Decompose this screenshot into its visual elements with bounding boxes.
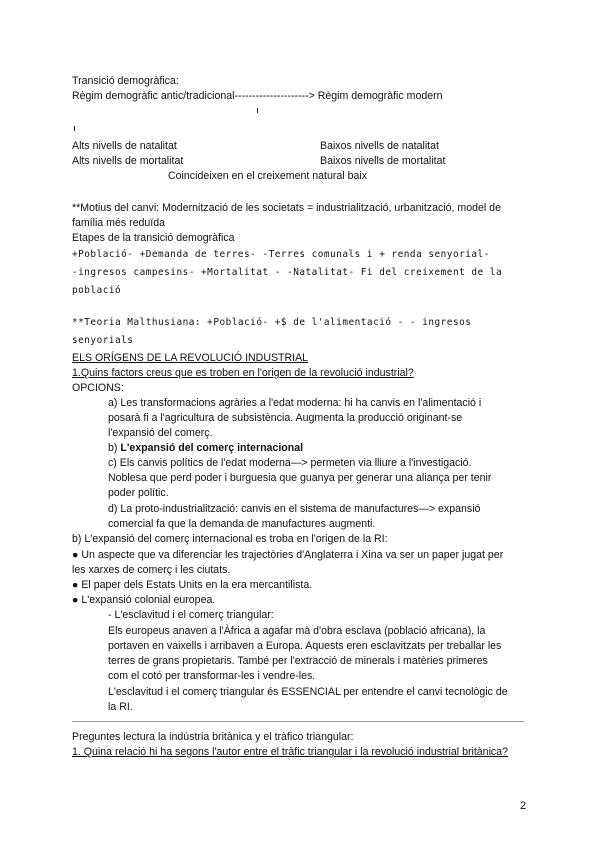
- motius-line: **Motius del canvi: Modernització de les societats = industrialització, urbanització, model de: [72, 202, 501, 214]
- option-a-line: l'expansió del comerç.: [108, 427, 213, 439]
- sub-paragraph-line: com el cotó per transformar-les i vendre-les.: [108, 670, 316, 682]
- preguntes-question-1: 1. Quina relació hi ha segons l'autor entre el tràfic triangular i la revolució industrial britànica?: [72, 746, 509, 758]
- malthus-handwritten-line: senyorials: [72, 335, 134, 346]
- bullet-item-continuation: les xarxes de comerç i les ciutats.: [72, 564, 231, 576]
- option-d-line: d) La proto-industrialització: canvis en el sistema de manufactures—> expansió: [108, 503, 481, 515]
- option-b-bold: L'expansió del comerç internacional: [120, 442, 304, 454]
- options-label: OPCIONS:: [72, 382, 124, 394]
- option-c-line: c) Els canvis polítics de l'edat moderna—> permeten via lliure a l'investigació.: [108, 457, 472, 469]
- table-center-note: Coincideixen en el creixement natural baix: [168, 170, 368, 182]
- option-c-line: Noblesa que perd poder i burguesia que guanya per generar una aliança per tenir: [108, 472, 492, 484]
- etapes-title: Etapes de la transició demogràfica: [72, 232, 235, 244]
- page-number: 2: [520, 800, 527, 812]
- etapes-handwritten-line: -ingresos campesins- +Mortalitat - -Natalitat- Fi del creixement de la: [72, 267, 503, 278]
- answer-intro: b) L'expansió del comerç internacional es troba en l'origen de la RI:: [72, 533, 388, 545]
- option-b-prefix: b): [108, 442, 121, 454]
- sub-paragraph-line: L'esclavitud i el comerç triangular és ESSENCIAL per entendre el canvi tecnològic de: [108, 686, 508, 698]
- etapes-handwritten-line: població: [72, 285, 122, 296]
- arrow-tick-mark: [257, 108, 258, 113]
- bullet-item: ● El paper dels Estats Units en la era mercantilista.: [72, 579, 313, 591]
- sub-paragraph-line: portaven en vaixells i arribaven a Europa. Aquests eren esclavitzats per treballar les: [108, 640, 502, 652]
- table-left-1: Alts nivells de natalitat: [72, 140, 177, 152]
- bullet-item: ● L'expansió colonial europea.: [72, 594, 216, 606]
- section-title: Transició demogràfica:: [72, 75, 179, 87]
- horizontal-divider: [72, 721, 524, 722]
- motius-line: família més reduïda: [72, 217, 166, 229]
- option-a-line: a) Les transformacions agràries a l'edat moderna: hi ha canvis en l'alimentació i: [108, 397, 482, 409]
- question-1: 1.Quins factors creus que es troben en l'origen de la revolució industrial?: [72, 367, 414, 379]
- table-right-2: Baixos nivells de mortalitat: [320, 155, 446, 167]
- malthus-handwritten-line: **Teoria Malthusiana: +Població- +$ de l'alimentació - - ingresos: [72, 317, 472, 328]
- arrow-tick-mark: [74, 126, 75, 131]
- table-left-2: Alts nivells de mortalitat: [72, 155, 184, 167]
- option-d-line: comercial fa que la demanda de manufactures augmenti.: [108, 518, 376, 530]
- sub-paragraph-line: la RI.: [108, 701, 133, 713]
- section-heading: ELS ORÍGENS DE LA REVOLUCIÓ INDUSTRIAL: [72, 352, 309, 364]
- regime-line: Règim demogràfic antic/tradicional---------------------> Règim demogràfic modern: [72, 90, 443, 102]
- option-c-line: poder polític.: [108, 487, 169, 499]
- sub-paragraph-line: terres de grans propietaris. També per l'extracció de minerals i matèries primeres: [108, 655, 488, 667]
- etapes-handwritten-line: +Població- +Demanda de terres- -Terres comunals i + renda senyorial-: [72, 249, 490, 260]
- option-a-line: posarà fi a l'agricultura de subsistència. Augmenta la producció originant-se: [108, 412, 463, 424]
- option-b-line: [108, 441, 303, 455]
- bullet-item: ● Un aspecte que va diferenciar les trajectòries d'Anglaterra i Xina va ser un paper jugat per: [72, 549, 504, 561]
- sub-title: - L'esclavitud i el comerç triangular:: [108, 609, 274, 621]
- table-right-1: Baixos nivells de natalitat: [320, 140, 439, 152]
- preguntes-title: Preguntes lectura la indústria britànica y el tràfico triangular:: [72, 731, 354, 743]
- sub-paragraph-line: Els europeus anaven a l'Àfrica a agafar mà d'obra esclava (població africana), la: [108, 625, 486, 637]
